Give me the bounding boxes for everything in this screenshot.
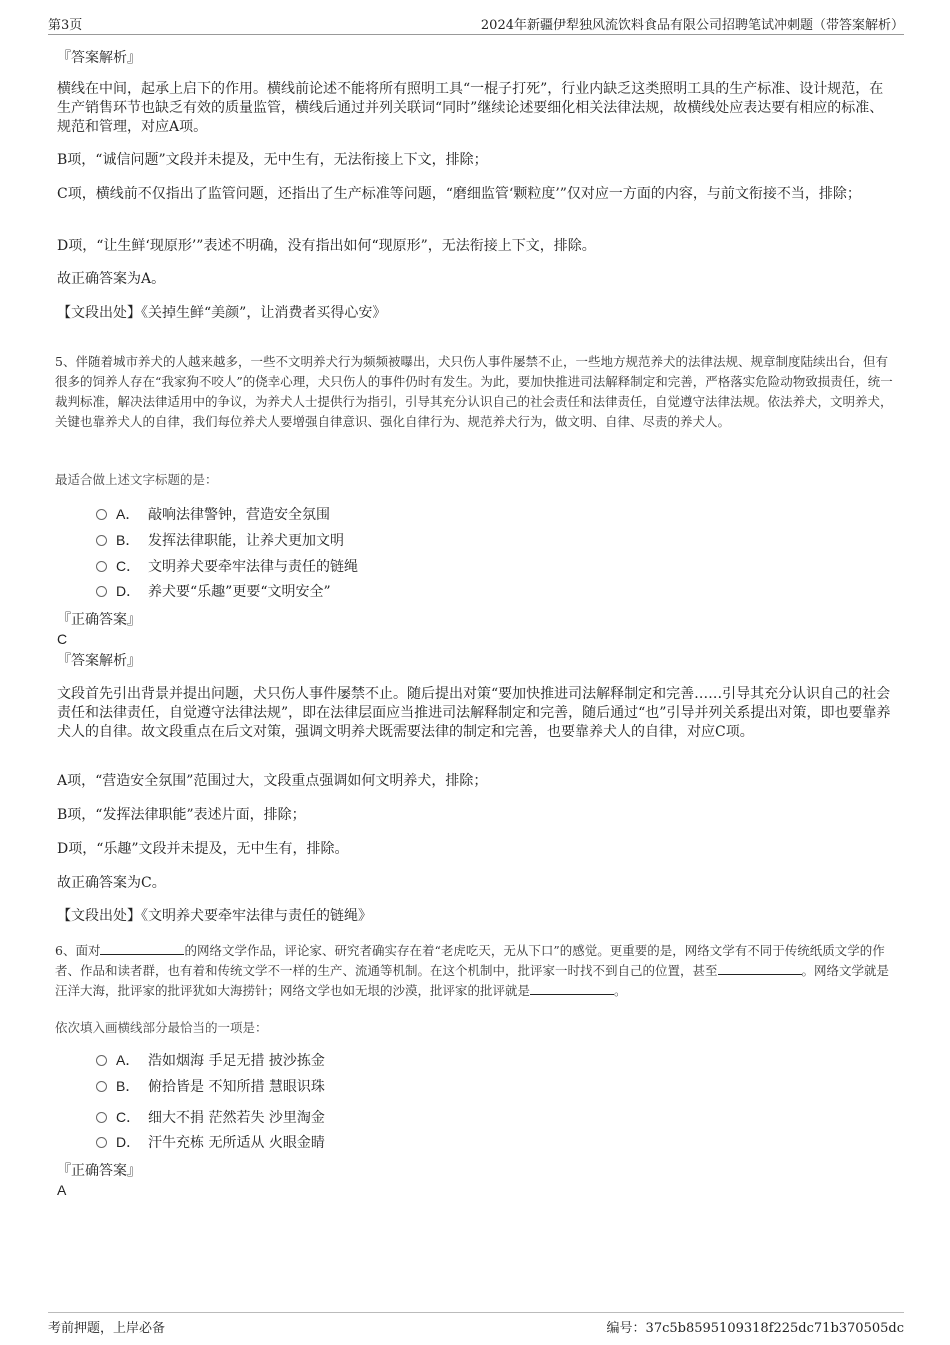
q5-conclusion: 故正确答案为C。 [57, 875, 166, 891]
footer-slogan: 考前押题，上岸必备 [48, 1321, 166, 1336]
q5-answer: C [57, 631, 68, 647]
document-title: 2024年新疆伊犁独风流饮料食品有限公司招聘笔试冲刺题（带答案解析） [480, 18, 904, 33]
page-number: 第3页 [48, 18, 83, 33]
q5-option-c[interactable]: C． 文明养犬要牵牢法律与责任的链绳 [96, 555, 358, 577]
q6-stem: 6、面对 的网络文学作品，评论家、研究者确实存在着“老虎吃天，无从下口”的感觉。更重要的是，网络文学有不同于传统纸质文学的作者、作品和读者群，也有着和传统文学不一样的生产、流通等机制。在这个机制中，批评家一时找不到自己的位置，甚至 。网络文学就是汪洋大海，批评家的批评犹如大海捞针；网络文学也如无垠的沙漠，批评家的批评就是 。 [55, 943, 890, 998]
q4-source: 【文段出处】《关掉生鲜“美颜”，让消费者买得心安》 [57, 305, 387, 321]
q6-answer: A [57, 1182, 67, 1198]
page-footer [48, 1312, 904, 1336]
radio-icon[interactable] [96, 1112, 107, 1123]
q6-option-b[interactable]: B． 俯拾皆是 不知所措 慧眼识珠 [96, 1075, 325, 1097]
q6-answer-label: 『正确答案』 [57, 1163, 141, 1179]
q4-analysis-text: 横线在中间，起承上启下的作用。横线前论述不能将所有照明工具“一棍子打死”，行业内缺乏这类照明工具的生产标准、设计规范，在生产销售环节也缺乏有效的质量监管，横线后通过并列关联词“同时”继续论述要细化相关法律法规，故横线处应表达要有相应的标准、规范和管理，对应A项。 [57, 81, 884, 135]
q5-question: 最适合做上述文字标题的是： [55, 472, 218, 487]
q6-option-a[interactable]: A． 浩如烟海 手足无措 披沙拣金 [96, 1049, 325, 1071]
radio-icon[interactable] [96, 561, 107, 572]
q5-option-a[interactable]: A． 敲响法律警钟，营造安全氛围 [96, 503, 330, 525]
radio-icon[interactable] [96, 535, 107, 546]
q5-analysis-option-a: A项，“营造安全氛围”范围过大，文段重点强调如何文明养犬，排除； [57, 773, 488, 789]
footer-document-id: 编号：37c5b8595109318f225dc71b370505dc [606, 1321, 904, 1336]
page-header [48, 14, 904, 35]
fill-blank-1 [100, 942, 184, 955]
q4-conclusion: 故正确答案为A。 [57, 271, 166, 287]
q5-answer-label: 『正确答案』 [57, 612, 141, 628]
q6-option-c[interactable]: C． 细大不捐 茫然若失 沙里淘金 [96, 1106, 325, 1128]
q5-stem: 5、伴随着城市养犬的人越来越多，一些不文明养犬行为频频被曝出，犬只伤人事件屡禁不止，一些地方规范养犬的法律法规、规章制度陆续出台，但有很多的饲养人存在“我家狗不咬人”的侥幸心理，犬只伤人的事件仍时有发生。为此，要加快推进司法解释制定和完善，严格落实危险动物致损责任，统一裁判标准，解决法律适用中的争议，为养犬人士提供行为指引，引导其充分认识自己的社会责任和法律责任，自觉遵守法律法规。依法养犬，文明养犬，关键也靠养犬人的自律，我们每位养犬人要增强自律意识、强化自律行为、规范养犬行为，做文明、自律、尽责的养犬人。 [55, 354, 893, 429]
radio-icon[interactable] [96, 1081, 107, 1092]
q6-option-d[interactable]: D． 汗牛充栋 无所适从 火眼金睛 [96, 1131, 325, 1153]
radio-icon[interactable] [96, 1137, 107, 1148]
q5-analysis-label: 『答案解析』 [57, 653, 141, 669]
q5-analysis-text: 文段首先引出背景并提出问题，犬只伤人事件屡禁不止。随后提出对策“要加快推进司法解释制定和完善……引导其充分认识自己的社会责任和法律责任，自觉遵守法律法规”，即在法律层面应当推进司法解释制定和完善，随后通过“也”引导并列关系提出对策，即也要靠养犬人的自律。故文段重点在后文对策，强调文明养犬既需要法律的制定和完善，也要靠养犬人的自律，对应C项。 [57, 686, 891, 740]
q4-analysis-option-c: C项，横线前不仅指出了监管问题，还指出了生产标准等问题，“磨细监管‘颗粒度’”仅对应一方面的内容，与前文衔接不当，排除； [57, 186, 861, 202]
q5-source: 【文段出处】《文明养犬要牵牢法律与责任的链绳》 [57, 908, 372, 924]
fill-blank-2 [718, 962, 802, 975]
q5-option-d[interactable]: D． 养犬要“乐趣”更要“文明安全” [96, 580, 331, 602]
q4-analysis-option-b: B项，“诚信问题”文段并未提及，无中生有，无法衔接上下文，排除； [57, 152, 488, 168]
q5-analysis-option-d: D项，“乐趣”文段并未提及，无中生有，排除。 [57, 841, 349, 857]
q5-analysis-option-b: B项，“发挥法律职能”表述片面，排除； [57, 807, 306, 823]
q5-option-b[interactable]: B． 发挥法律职能，让养犬更加文明 [96, 529, 344, 551]
radio-icon[interactable] [96, 1055, 107, 1066]
q6-question: 依次填入画横线部分最恰当的一项是： [55, 1020, 268, 1035]
radio-icon[interactable] [96, 586, 107, 597]
q4-analysis-label: 『答案解析』 [57, 50, 141, 66]
q4-analysis-option-d: D项，“让生鲜‘现原形’”表述不明确，没有指出如何“现原形”，无法衔接上下文，排除。 [57, 238, 596, 254]
radio-icon[interactable] [96, 509, 107, 520]
fill-blank-3 [530, 982, 614, 995]
